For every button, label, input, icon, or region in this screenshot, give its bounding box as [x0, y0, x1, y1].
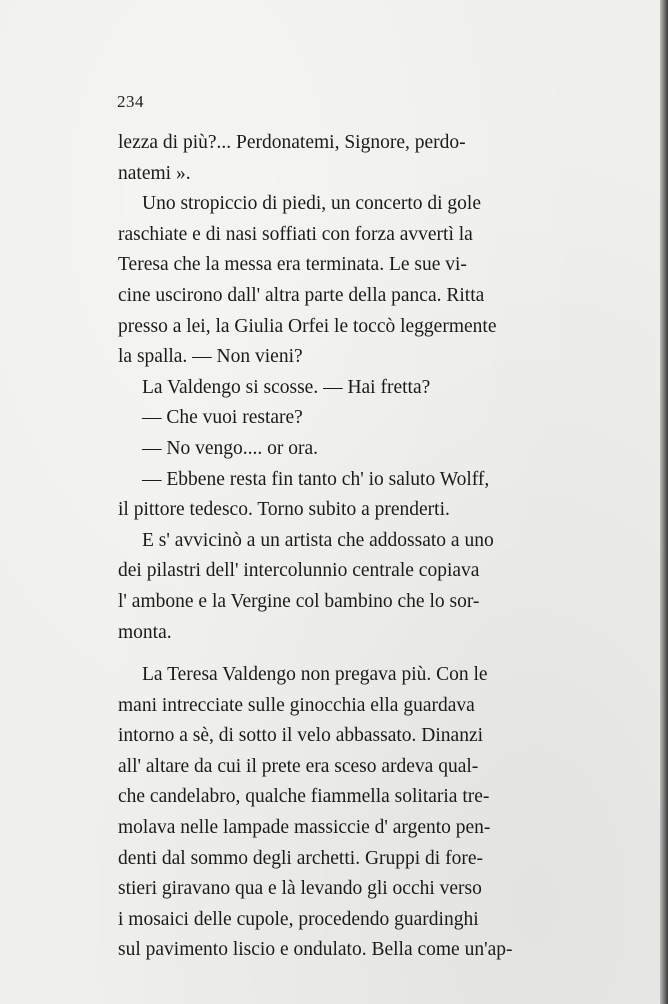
text-line: raschiate e di nasi soffiati con forza avvertì la	[118, 223, 473, 245]
text-line: E s' avvicinò a un artista che addossato a uno	[142, 529, 494, 551]
text-line: l' ambone e la Vergine col bambino che lo sor-	[118, 590, 480, 612]
text-line: stieri giravano qua e là levando gli occhi verso	[118, 878, 482, 900]
text-line: Teresa che la messa era terminata. Le sue vi-	[118, 254, 467, 276]
text-line: — Che vuoi restare?	[142, 407, 303, 429]
text-line: lezza di più?... Perdonatemi, Signore, perdo-	[118, 132, 466, 153]
text-line: Uno stropiccio di piedi, un concerto di gole	[142, 193, 482, 215]
text-line: il pittore tedesco. Torno subito a prenderti.	[118, 499, 450, 521]
text-line: denti dal sommo degli archetti. Gruppi di fore-	[118, 847, 483, 869]
page-number: 234	[117, 92, 144, 111]
text-line: — No vengo.... or ora.	[142, 437, 319, 459]
text-line: mani intrecciate sulle ginocchia ella guardava	[118, 694, 475, 716]
text-line: — Ebbene resta fin tanto ch' io saluto Wolff,	[142, 468, 490, 490]
text-line: cine uscirono dall' altra parte della panca. Ritta	[118, 284, 485, 306]
page-text	[118, 128, 570, 966]
text-line: molava nelle lampade massiccie d' argento pen-	[118, 817, 491, 839]
text-line: all' altare da cui il prete era sceso ardeva qual-	[118, 755, 479, 777]
text-line: dei pilastri dell' intercolunnio centrale copiava	[118, 560, 480, 582]
text-line: i mosaici delle cupole, procedendo guardinghi	[118, 908, 479, 930]
text-line: La Valdengo si scosse. — Hai fretta?	[142, 376, 431, 398]
text-line: che candelabro, qualche fiammella solitaria tre-	[118, 786, 490, 808]
text-line: presso a lei, la Giulia Orfei le toccò leggermente	[118, 315, 497, 337]
page-edge-shadow	[660, 0, 668, 1004]
text-line: La Teresa Valdengo non pregava più. Con le	[142, 664, 488, 686]
text-line: sul pavimento liscio e ondulato. Bella come un'ap-	[118, 939, 513, 961]
paragraph-gap	[118, 648, 570, 660]
text-line: natemi ».	[118, 162, 191, 184]
text-line: monta.	[118, 621, 172, 643]
text-line: intorno a sè, di sotto il velo abbassato. Dinanzi	[118, 725, 484, 747]
text-line: la spalla. — Non vieni?	[118, 346, 303, 368]
